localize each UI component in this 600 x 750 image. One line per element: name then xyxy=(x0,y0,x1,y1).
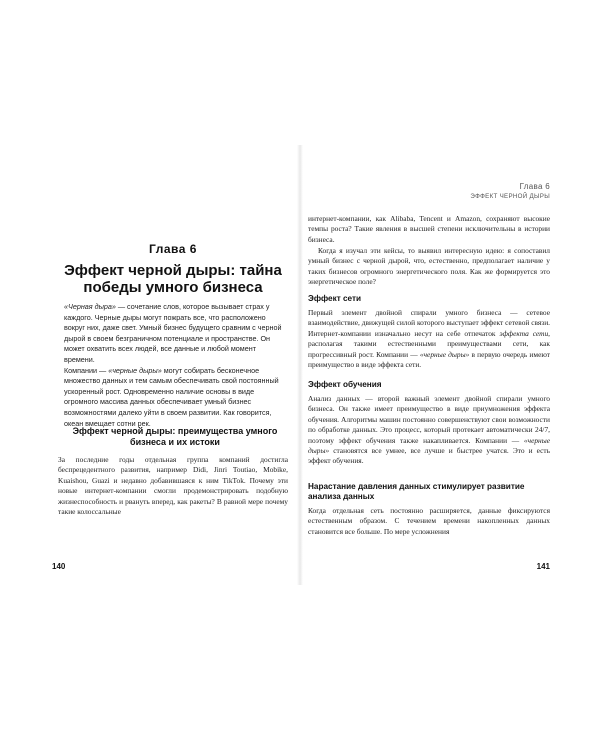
intro-emphasis-2: «черные дыры» xyxy=(108,365,162,375)
book-spine xyxy=(297,145,303,585)
chapter-title: Эффект черной дыры: тайна победы умного бизнеса xyxy=(64,262,282,296)
p3-part-c: в первую очередь имеют преимущество в виде эффекта сети. xyxy=(308,349,550,370)
page-number: 140 xyxy=(52,562,66,571)
body-text: За последние годы отдельная группа компаний достигла беспрецедентного развития, например Didi, Jinri Toutiao, Mobike, Kuaishou, Guazi и недавно добавившаяся к ним TikTok. Почему эти новые интернет-компании смогли продемонстрировать подобную жизнеспособность и рвануть вперед, как ракеты? В равной мере почему такие колоссальные xyxy=(58,455,288,517)
intro-paragraph-1 xyxy=(64,302,286,366)
p3-part-a: Первый элемент двойной спирали умного бизнеса — сетевое взаимодействие, движущей силой которого выступает эффект сетевой связи. Интернет-компании изначально несут на себе отпечаток xyxy=(308,308,550,338)
p4-part-a: Анализ данных — второй важный элемент двойной спирали умного бизнеса. Он также имеет преимущество в виде приумножения эффекта обучения. Алгоритмы машин постоянно совершенствуют свои возможности по обработке данных. Это процесс, который протекает автоматически 24/7, поэтому эффект обучения также накапливается. Компании — xyxy=(308,394,550,445)
section-heading: Эффект черной дыры: преимущества умного бизнеса и их истоки xyxy=(72,426,278,447)
chapter-label: Глава 6 xyxy=(149,242,197,256)
left-page xyxy=(52,150,294,580)
intro-emphasis-1: «Черная дыра» xyxy=(64,302,116,311)
right-page xyxy=(306,150,552,580)
paragraph-4 xyxy=(308,394,550,467)
p4-emphasis: «черные дыры» xyxy=(308,435,550,456)
p3-emphasis-a: эффекта сети xyxy=(499,328,549,338)
running-head xyxy=(470,182,550,200)
subheading-network-effect: Эффект сети xyxy=(308,294,362,303)
running-head-title: ЭФФЕКТ ЧЕРНОЙ ДЫРЫ xyxy=(470,193,550,200)
intro-text-2: могут собирать бесконечное множество данных и тем самым обеспечивать свой постоянный ускоренный рост. Одновременно наличие основы в виде огромного массива данных обеспечивает умный бизнес возможностями далеко уйти в своем развитии. Как говорится, океан вмещает сотни рек. xyxy=(64,365,279,428)
page-number: 141 xyxy=(536,562,550,571)
paragraph-3 xyxy=(308,308,550,370)
intro-paragraph-2 xyxy=(64,366,286,430)
p3-part-b: , располагая такими естественными преимуществами сети, как прогрессивный рост. Компании — xyxy=(308,328,550,359)
intro-prefix-2: Компании — xyxy=(64,365,109,375)
p3-emphasis-b: «черные дыры» xyxy=(419,349,470,359)
p4-part-b: становятся все умнее, все лучше и быстрее учатся. Это и есть эффект обучения. xyxy=(308,446,550,466)
paragraph-5: Когда отдельная сеть постоянно расширяется, данные фиксируются естественным образом. С течением времени накопленных данных становится все больше. По мере усложнения xyxy=(308,506,550,536)
running-head-chapter: Глава 6 xyxy=(519,182,550,191)
intro-text-1: — сочетание слов, которое вызывает страх у каждого. Черные дыры могут пожрать все, что расположено вокруг них, даже свет. Умный бизнес будущего сравним с черной дырой в своем безграничном потенциале и пространстве. Он может охватить всех людей, все данные и любой момент времени. xyxy=(64,302,282,364)
paragraph-2: Когда я изучал эти кейсы, то выявил интересную идею: я сопоставил умный бизнес с черной дырой, что, естественно, предполагает наличие у таких бизнесов огромного энергетического поля. Как же формируется это энергетическое поле? xyxy=(308,246,550,287)
paragraph-1: интернет-компании, как Alibaba, Tencent и Amazon, сохраняют высокие темпы роста? Такие явления в высшей степени исключительны в истории бизнеса. xyxy=(308,214,550,244)
subheading-data-pressure: Нарастание давления данных стимулирует развитие анализа данных xyxy=(308,482,525,501)
chapter-intro xyxy=(64,302,286,429)
subheading-learning-effect: Эффект обучения xyxy=(308,380,382,389)
